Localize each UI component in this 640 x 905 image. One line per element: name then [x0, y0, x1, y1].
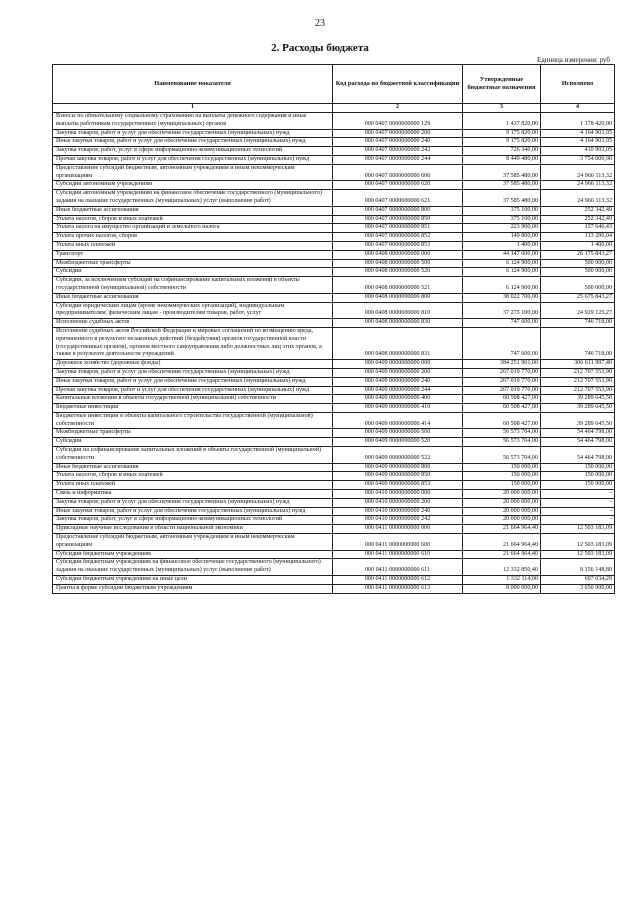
row-name: Уплата налогов, сборов и иных платежей — [53, 472, 333, 481]
row-executed: 3 754 000,90 — [541, 155, 615, 164]
row-approved: 20 000 000,00 — [463, 516, 541, 525]
row-executed: 212 707 553,90 — [541, 377, 615, 386]
row-approved: 37 275 100,00 — [463, 302, 541, 319]
row-code: 000 0407 0000000000 853 — [333, 241, 463, 250]
row-approved: 20 000 000,00 — [463, 507, 541, 516]
row-code: 000 0409 0000000000 520 — [333, 438, 463, 447]
unit-label: Единица измерения: руб — [536, 56, 610, 64]
row-approved: 8 000 000,00 — [463, 584, 541, 593]
row-code: 000 0410 0000000000 000 — [333, 490, 463, 499]
row-approved: 20 000 000,00 — [463, 490, 541, 499]
row-executed: 12 503 183,09 — [541, 534, 615, 551]
row-code: 000 0408 0000000000 500 — [333, 259, 463, 268]
row-code: 000 0411 0000000000 613 — [333, 584, 463, 593]
table-row — [53, 319, 615, 328]
row-name: Субсидии бюджетным учреждениям на иные цели — [53, 576, 333, 585]
expenses-table — [52, 64, 615, 594]
row-executed: - — [541, 498, 615, 507]
row-code: 000 0408 0000000000 521 — [333, 277, 463, 294]
table-row — [53, 293, 615, 302]
column-number-row — [53, 104, 615, 113]
table-row — [53, 404, 615, 413]
row-executed: - — [541, 507, 615, 516]
row-code: 000 0409 0000000000 500 — [333, 429, 463, 438]
row-code: 000 0409 0000000000 800 — [333, 463, 463, 472]
row-executed: 54 464 798,00 — [541, 429, 615, 438]
row-approved: 56 573 704,00 — [463, 447, 541, 464]
row-executed: 500 000,00 — [541, 259, 615, 268]
row-name: Прочая закупка товаров, работ и услуг для обеспечения государственных (муниципальных) нужд — [53, 155, 333, 164]
row-name: Бюджетные инвестиции в объекты капитального строительства государственной (муниципальной) собственности — [53, 412, 333, 429]
row-code: 000 0407 0000000000 800 — [333, 206, 463, 215]
row-executed: 212 707 553,90 — [541, 386, 615, 395]
table-row — [53, 584, 615, 593]
row-executed: 252 342,49 — [541, 215, 615, 224]
row-approved: 60 508 427,00 — [463, 412, 541, 429]
col-header-approved: Утвержденные бюджетные назначения — [463, 65, 541, 104]
row-executed: 410 903,05 — [541, 147, 615, 156]
row-executed: 54 464 798,00 — [541, 447, 615, 464]
table-row — [53, 327, 615, 359]
row-executed: 1 400,00 — [541, 241, 615, 250]
row-approved: 747 600,00 — [463, 319, 541, 328]
row-code: 000 0407 0000000000 851 — [333, 224, 463, 233]
row-approved: 267 019 770,00 — [463, 368, 541, 377]
row-name: Субсидии, за исключением субсидий на софинансирование капитальных вложений в объекты государственной (муниципальной) собственности — [53, 277, 333, 294]
row-name: Межбюджетные трансферты — [53, 429, 333, 438]
table-row — [53, 576, 615, 585]
row-code: 000 0407 0000000000 240 — [333, 138, 463, 147]
row-executed: 306 611 997,40 — [541, 360, 615, 369]
row-executed: 4 164 903,95 — [541, 138, 615, 147]
table-body — [53, 113, 615, 594]
table-row — [53, 472, 615, 481]
col-number: 3 — [463, 104, 541, 113]
row-name: Иные бюджетные ассигнования — [53, 463, 333, 472]
row-executed: - — [541, 516, 615, 525]
col-number: 2 — [333, 104, 463, 113]
table-row — [53, 155, 615, 164]
row-name: Прикладные научные исследования в области национальной экономики — [53, 525, 333, 534]
page-number: 23 — [315, 18, 325, 29]
row-approved: 150 000,00 — [463, 481, 541, 490]
row-code: 000 0411 0000000000 000 — [333, 525, 463, 534]
row-code: 000 0407 0000000000 200 — [333, 129, 463, 138]
row-name: Иные бюджетные ассигнования — [53, 206, 333, 215]
row-name: Закупка товаров, работ и услуг для обеспечения государственных (муниципальных) нужд — [53, 129, 333, 138]
row-approved: 12 332 850,40 — [463, 559, 541, 576]
row-executed: 24 966 113,32 — [541, 164, 615, 181]
row-executed: 12 503 183,09 — [541, 550, 615, 559]
row-code: 000 0408 0000000000 800 — [333, 293, 463, 302]
row-executed: 137 646,43 — [541, 224, 615, 233]
col-header-executed: Исполнено — [541, 65, 615, 104]
table-row — [53, 550, 615, 559]
row-code: 000 0408 0000000000 810 — [333, 302, 463, 319]
section-title: 2. Расходы бюджета — [271, 42, 369, 54]
row-name: Субсидии — [53, 268, 333, 277]
row-name: Уплата налога на имущество организаций и земельного налога — [53, 224, 333, 233]
row-name: Закупка товаров, работ и услуг для обеспечения государственных (муниципальных) нужд — [53, 368, 333, 377]
row-name: Субсидии юридическим лицам (кроме некоммерческих организаций), индивидуальным предпринимателям, физическим лицам - производителям товаров, работ, услуг — [53, 302, 333, 319]
table-row — [53, 277, 615, 294]
row-approved: 9 175 820,00 — [463, 138, 541, 147]
row-code: 000 0409 0000000000 522 — [333, 447, 463, 464]
table-row — [53, 516, 615, 525]
row-approved: 1 437 820,00 — [463, 113, 541, 130]
row-approved: 1 400,00 — [463, 241, 541, 250]
table-row — [53, 534, 615, 551]
row-code: 000 0409 0000000000 414 — [333, 412, 463, 429]
row-approved: 150 000,00 — [463, 472, 541, 481]
row-executed: 3 650 000,00 — [541, 584, 615, 593]
row-name: Субсидии автономным учреждениям на финансовое обеспечение государственного (муниципального) задания на оказание государственных (муниципальных) услуг (выполнение работ) — [53, 190, 333, 207]
row-name: Закупка товаров, работ, услуг в сфере информационно-коммуникационных технологий — [53, 147, 333, 156]
table-row — [53, 233, 615, 242]
table-row — [53, 206, 615, 215]
row-name: Транспорт — [53, 250, 333, 259]
row-approved: 37 585 480,00 — [463, 164, 541, 181]
row-name: Субсидии бюджетным учреждениям — [53, 550, 333, 559]
row-approved: 6 124 900,00 — [463, 268, 541, 277]
row-approved: 267 019 770,00 — [463, 386, 541, 395]
table-row — [53, 438, 615, 447]
table-row — [53, 190, 615, 207]
row-executed: 12 503 183,09 — [541, 525, 615, 534]
row-code: 000 0411 0000000000 600 — [333, 534, 463, 551]
row-executed: 150 000,00 — [541, 472, 615, 481]
table-row — [53, 215, 615, 224]
row-executed: 25 675 843,27 — [541, 293, 615, 302]
row-code: 000 0411 0000000000 611 — [333, 559, 463, 576]
row-name: Связь и информатика — [53, 490, 333, 499]
row-name: Иные закупки товаров, работ и услуг для обеспечения государственных (муниципальных) нужд — [53, 507, 333, 516]
row-approved: 44 147 600,00 — [463, 250, 541, 259]
row-executed: 39 289 645,50 — [541, 404, 615, 413]
table-row — [53, 498, 615, 507]
row-approved: 375 100,00 — [463, 215, 541, 224]
row-approved: 8 449 480,00 — [463, 155, 541, 164]
row-code: 000 0409 0000000000 853 — [333, 481, 463, 490]
table-row — [53, 360, 615, 369]
col-number: 1 — [53, 104, 333, 113]
row-code: 000 0409 0000000000 400 — [333, 395, 463, 404]
row-approved: 56 573 704,00 — [463, 438, 541, 447]
table-row — [53, 181, 615, 190]
row-name: Дорожное хозяйство (дорожные фонды) — [53, 360, 333, 369]
row-executed: 697 034,29 — [541, 576, 615, 585]
row-approved: 21 664 964,40 — [463, 550, 541, 559]
row-name: Бюджетные инвестиции — [53, 404, 333, 413]
row-name: Субсидии автономным учреждениям — [53, 181, 333, 190]
row-approved: 223 900,00 — [463, 224, 541, 233]
row-name: Субсидии — [53, 438, 333, 447]
row-approved: 9 175 820,00 — [463, 129, 541, 138]
row-executed: 746 718,00 — [541, 319, 615, 328]
row-executed: 212 707 553,90 — [541, 368, 615, 377]
row-code: 000 0410 0000000000 200 — [333, 498, 463, 507]
row-code: 000 0409 0000000000 240 — [333, 377, 463, 386]
row-executed: 500 000,00 — [541, 277, 615, 294]
row-approved: 384 251 901,00 — [463, 360, 541, 369]
table-row — [53, 481, 615, 490]
table-row — [53, 250, 615, 259]
table-row — [53, 129, 615, 138]
table-row — [53, 507, 615, 516]
row-executed: 24 929 125,27 — [541, 302, 615, 319]
row-code: 000 0409 0000000000 000 — [333, 360, 463, 369]
row-name: Прочая закупка товаров, работ и услуг для обеспечения государственных (муниципальных) нужд — [53, 386, 333, 395]
row-name: Субсидии бюджетным учреждениям на финансовое обеспечение государственного (муниципального) задания на оказание государственных (муниципальных) услуг (выполнение работ) — [53, 559, 333, 576]
row-approved: 37 585 480,00 — [463, 181, 541, 190]
table-row — [53, 302, 615, 319]
row-approved: 1 332 114,00 — [463, 576, 541, 585]
table-row — [53, 259, 615, 268]
row-executed: - — [541, 490, 615, 499]
row-name: Капитальные вложения в объекты государственной (муниципальной) собственности — [53, 395, 333, 404]
row-name: Гранты в форме субсидии бюджетным учреждениям — [53, 584, 333, 593]
row-approved: 747 600,00 — [463, 327, 541, 359]
row-executed: 24 966 113,32 — [541, 190, 615, 207]
table-row — [53, 463, 615, 472]
table-row — [53, 412, 615, 429]
row-executed: 26 175 843,27 — [541, 250, 615, 259]
row-code: 000 0410 0000000000 242 — [333, 516, 463, 525]
row-name: Иные закупки товаров, работ и услуг для обеспечения государственных (муниципальных) нужд — [53, 138, 333, 147]
row-name: Уплата налогов, сборов и иных платежей — [53, 215, 333, 224]
table-row — [53, 447, 615, 464]
table-row — [53, 268, 615, 277]
table-row — [53, 368, 615, 377]
col-number: 4 — [541, 104, 615, 113]
row-executed: 39 289 645,50 — [541, 412, 615, 429]
row-code: 000 0407 0000000000 852 — [333, 233, 463, 242]
row-name: Предоставление субсидий бюджетным, автономным учреждениям и иным некоммерческим организациям — [53, 164, 333, 181]
table-row — [53, 377, 615, 386]
row-executed: 150 000,00 — [541, 481, 615, 490]
row-name: Уплата прочих налогов, сборов — [53, 233, 333, 242]
row-name: Предоставление субсидий бюджетным, автономным учреждениям и иным некоммерческим организациям — [53, 534, 333, 551]
row-approved: 60 508 427,00 — [463, 404, 541, 413]
row-code: 000 0409 0000000000 200 — [333, 368, 463, 377]
row-executed: 150 000,00 — [541, 463, 615, 472]
row-approved: 38 022 700,00 — [463, 293, 541, 302]
table-row — [53, 241, 615, 250]
row-name: Исполнение судебных актов — [53, 319, 333, 328]
row-executed: 252 342,49 — [541, 206, 615, 215]
row-code: 000 0407 0000000000 244 — [333, 155, 463, 164]
row-approved: 21 664 964,40 — [463, 534, 541, 551]
row-approved: 6 124 900,00 — [463, 277, 541, 294]
row-code: 000 0408 0000000000 830 — [333, 319, 463, 328]
table-row — [53, 395, 615, 404]
row-name: Межбюджетные трансферты — [53, 259, 333, 268]
row-approved: 375 100,00 — [463, 206, 541, 215]
table-row — [53, 490, 615, 499]
row-name: Исполнение судебных актов Российской Федерации и мировых соглашений по возмещению вреда, причиненного в результате незаконных действий (бездействия) органов государственной власти (государственных органов), органов местного самоуправления либо должностных лиц этих органов, а также в результате деятельности учреждений — [53, 327, 333, 359]
row-executed: 8 156 148,80 — [541, 559, 615, 576]
row-code: 000 0407 0000000000 850 — [333, 215, 463, 224]
row-name: Иные закупки товаров, работ и услуг для обеспечения государственных (муниципальных) нужд — [53, 377, 333, 386]
row-code: 000 0408 0000000000 831 — [333, 327, 463, 359]
table-row — [53, 138, 615, 147]
table-row — [53, 386, 615, 395]
row-approved: 20 000 000,00 — [463, 498, 541, 507]
row-executed: 54 464 798,00 — [541, 438, 615, 447]
row-executed: 24 966 113,32 — [541, 181, 615, 190]
row-executed: 1 178 420,00 — [541, 113, 615, 130]
row-approved: 56 573 704,00 — [463, 429, 541, 438]
col-header-code: Код расхода по бюджетной классификации — [333, 65, 463, 104]
row-code: 000 0407 0000000000 600 — [333, 164, 463, 181]
row-executed: 4 164 903,95 — [541, 129, 615, 138]
row-approved: 267 019 770,00 — [463, 377, 541, 386]
row-executed: 113 296,04 — [541, 233, 615, 242]
row-approved: 60 508 427,00 — [463, 395, 541, 404]
row-name: Субсидии на софинансирование капитальных вложений в объекты государственной (муниципальной) собственности — [53, 447, 333, 464]
row-code: 000 0407 0000000000 242 — [333, 147, 463, 156]
row-approved: 150 000,00 — [463, 463, 541, 472]
row-approved: 37 585 480,00 — [463, 190, 541, 207]
row-code: 000 0411 0000000000 610 — [333, 550, 463, 559]
row-approved: 6 124 900,00 — [463, 259, 541, 268]
table-row — [53, 113, 615, 130]
row-code: 000 0407 0000000000 620 — [333, 181, 463, 190]
row-name: Закупка товаров, работ, услуг в сфере информационно-коммуникационных технологий — [53, 516, 333, 525]
row-name: Взносы по обязательному социальному страхованию на выплаты денежного содержания и иные выплаты работникам государственных (муниципальных) органов — [53, 113, 333, 130]
row-executed: 746 718,00 — [541, 327, 615, 359]
row-code: 000 0407 0000000000 129 — [333, 113, 463, 130]
table-row — [53, 525, 615, 534]
row-code: 000 0411 0000000000 612 — [333, 576, 463, 585]
table-row — [53, 429, 615, 438]
row-approved: 149 800,00 — [463, 233, 541, 242]
row-name: Иные бюджетные ассигнования — [53, 293, 333, 302]
row-executed: 39 289 645,50 — [541, 395, 615, 404]
row-code: 000 0408 0000000000 520 — [333, 268, 463, 277]
table-row — [53, 147, 615, 156]
row-code: 000 0409 0000000000 410 — [333, 404, 463, 413]
row-code: 000 0407 0000000000 621 — [333, 190, 463, 207]
table-row — [53, 164, 615, 181]
row-code: 000 0409 0000000000 850 — [333, 472, 463, 481]
table-row — [53, 559, 615, 576]
row-code: 000 0408 0000000000 000 — [333, 250, 463, 259]
table-header — [53, 65, 615, 104]
col-header-name: Наименование показателя — [53, 65, 333, 104]
row-executed: 500 000,00 — [541, 268, 615, 277]
row-code: 000 0410 0000000000 240 — [333, 507, 463, 516]
row-name: Уплата иных платежей — [53, 241, 333, 250]
row-name: Закупка товаров, работ и услуг для обеспечения государственных (муниципальных) нужд — [53, 498, 333, 507]
row-code: 000 0409 0000000000 244 — [333, 386, 463, 395]
table-row — [53, 224, 615, 233]
row-name: Уплата иных платежей — [53, 481, 333, 490]
row-approved: 21 664 964,40 — [463, 525, 541, 534]
row-approved: 726 340,00 — [463, 147, 541, 156]
